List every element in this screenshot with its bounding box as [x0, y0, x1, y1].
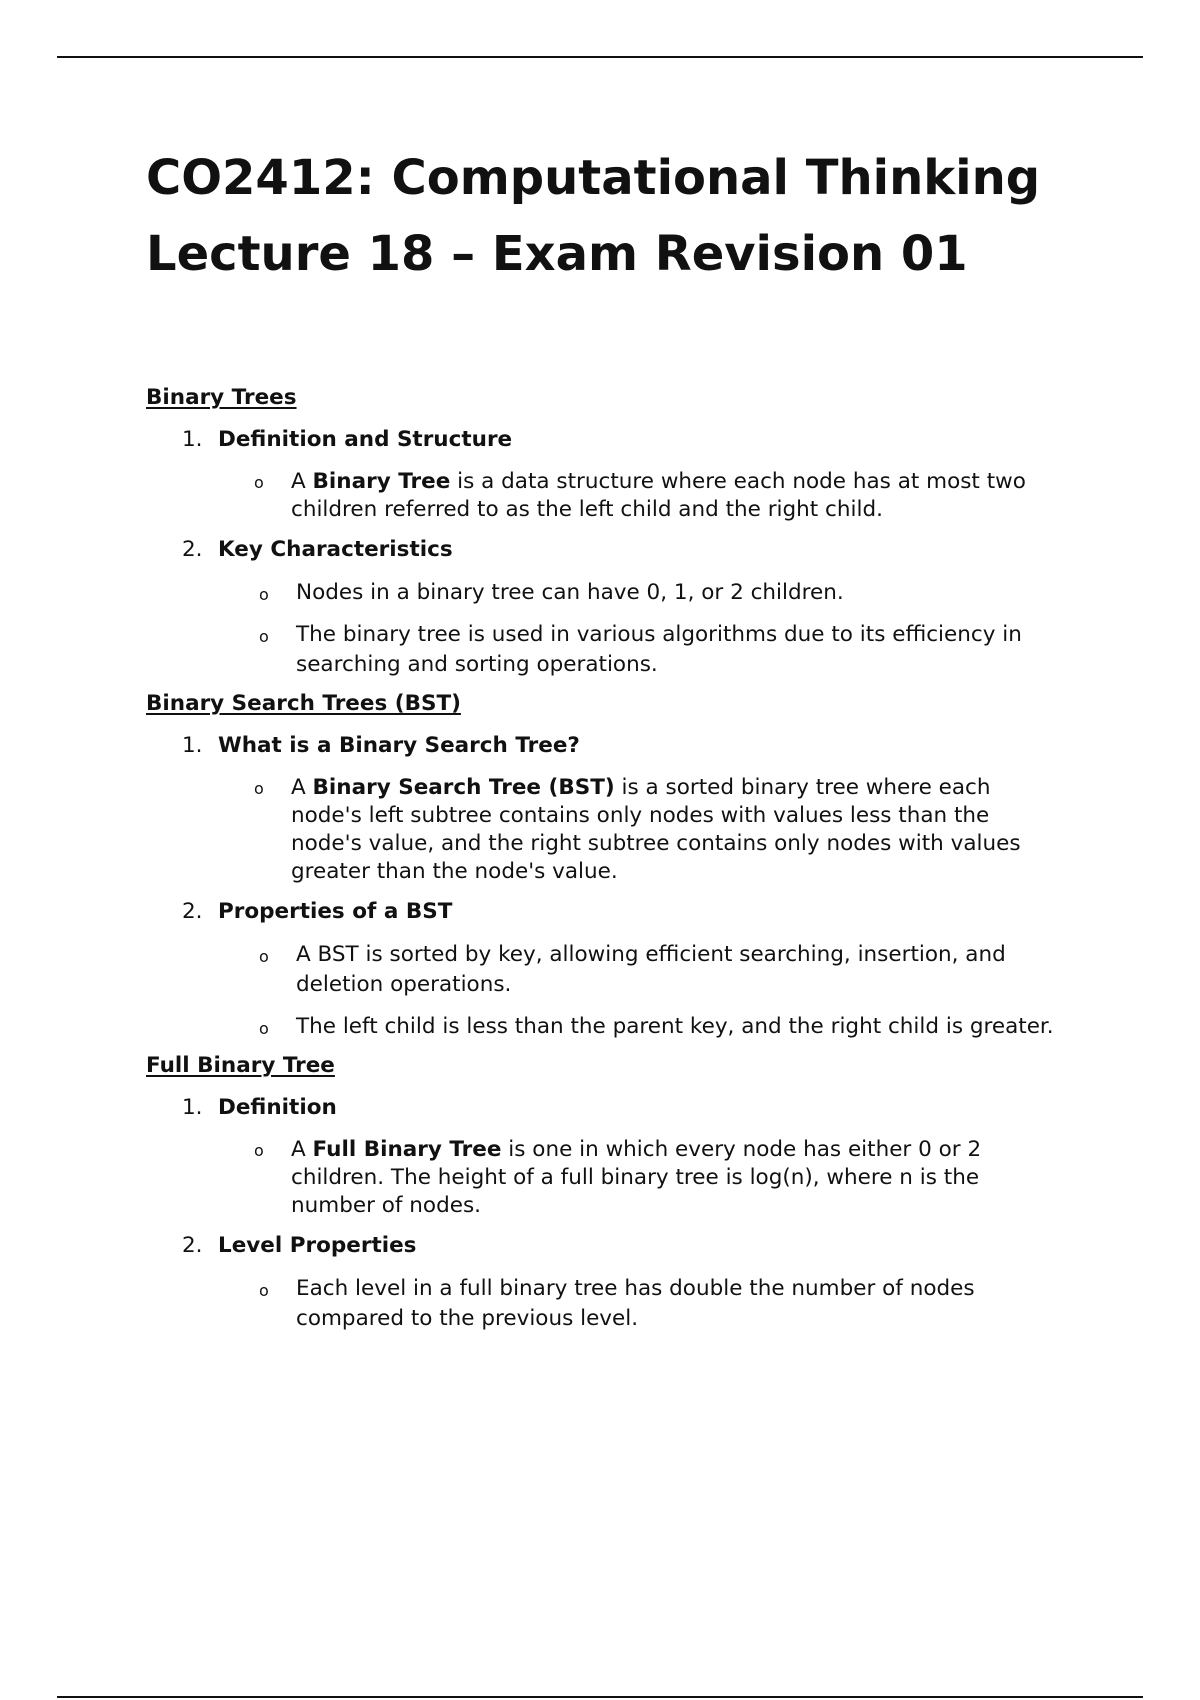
numbered-item [146, 534, 1066, 566]
bullet-point [146, 468, 1066, 524]
bullet-text: A [291, 1137, 313, 1162]
document-body [146, 382, 1066, 1334]
item-number: 2. [182, 537, 203, 562]
bullet-marker: o [254, 1141, 264, 1160]
header-rule [57, 56, 1143, 58]
numbered-item [146, 730, 1066, 762]
item-title: Definition [218, 1095, 337, 1120]
item-number: 1. [182, 733, 203, 758]
bold-term: Binary Tree [312, 469, 451, 494]
bullet-text: A [291, 775, 313, 800]
section-binary-trees [146, 382, 1066, 680]
item-title: Level Properties [218, 1233, 417, 1258]
numbered-item [146, 424, 1066, 456]
item-number: 1. [182, 1095, 203, 1120]
section-full-binary-tree [146, 1050, 1066, 1334]
bullet-text: A BST is sorted by key, allowing efficient searching, insertion, and deletion operations. [296, 942, 1006, 997]
bullet-point [146, 774, 1066, 886]
item-title: Definition and Structure [218, 427, 513, 452]
bullet-marker: o [259, 585, 269, 604]
bullet-text: Each level in a full binary tree has double the number of nodes compared to the previous level. [296, 1276, 975, 1331]
bullet-point [146, 1274, 1066, 1334]
section-heading: Binary Search Trees (BST) [146, 691, 461, 716]
bullet-point [146, 620, 1066, 680]
bullet-text: is a sorted binary tree where each node's left subtree contains only nodes with values less than the node's value, and the right subtree contains only nodes with values greater than the node's value. [291, 775, 1021, 884]
item-title: Properties of a BST [218, 899, 453, 924]
bullet-point [146, 1012, 1066, 1042]
numbered-item [146, 896, 1066, 928]
item-number: 2. [182, 899, 203, 924]
item-title: What is a Binary Search Tree? [218, 733, 580, 758]
bullet-marker: o [259, 1019, 269, 1038]
bullet-text: The left child is less than the parent key, and the right child is greater. [296, 1014, 1054, 1039]
bullet-marker: o [259, 627, 269, 646]
bullet-marker: o [259, 947, 269, 966]
bullet-point [146, 1136, 1066, 1220]
section-heading: Binary Trees [146, 385, 297, 410]
numbered-item [146, 1092, 1066, 1124]
section-heading: Full Binary Tree [146, 1053, 335, 1078]
bold-term: Binary Search Tree (BST) [312, 775, 615, 800]
footer-rule [57, 1696, 1143, 1698]
bullet-point [146, 578, 1066, 608]
numbered-item [146, 1230, 1066, 1262]
bullet-point [146, 940, 1066, 1000]
section-bst [146, 688, 1066, 1042]
item-number: 1. [182, 427, 203, 452]
item-title: Key Characteristics [218, 537, 453, 562]
bullet-text: is one in which every node has either 0 or 2 children. The height of a full binary tree is log(n), where n is the number of nodes. [291, 1137, 982, 1218]
bullet-marker: o [259, 1281, 269, 1300]
document-title [146, 140, 1146, 292]
bold-term: Full Binary Tree [312, 1137, 502, 1162]
bullet-marker: o [254, 473, 264, 492]
bullet-text: The binary tree is used in various algorithms due to its efficiency in searching and sorting operations. [296, 622, 1022, 677]
bullet-marker: o [254, 779, 264, 798]
course-title: CO2412: Computational Thinking [146, 150, 1041, 206]
bullet-text: is a data structure where each node has at most two children referred to as the left child and the right child. [291, 469, 1026, 522]
bullet-text: A [291, 469, 313, 494]
item-number: 2. [182, 1233, 203, 1258]
bullet-text: Nodes in a binary tree can have 0, 1, or 2 children. [296, 580, 844, 605]
lecture-title: Lecture 18 – Exam Revision 01 [146, 226, 968, 282]
